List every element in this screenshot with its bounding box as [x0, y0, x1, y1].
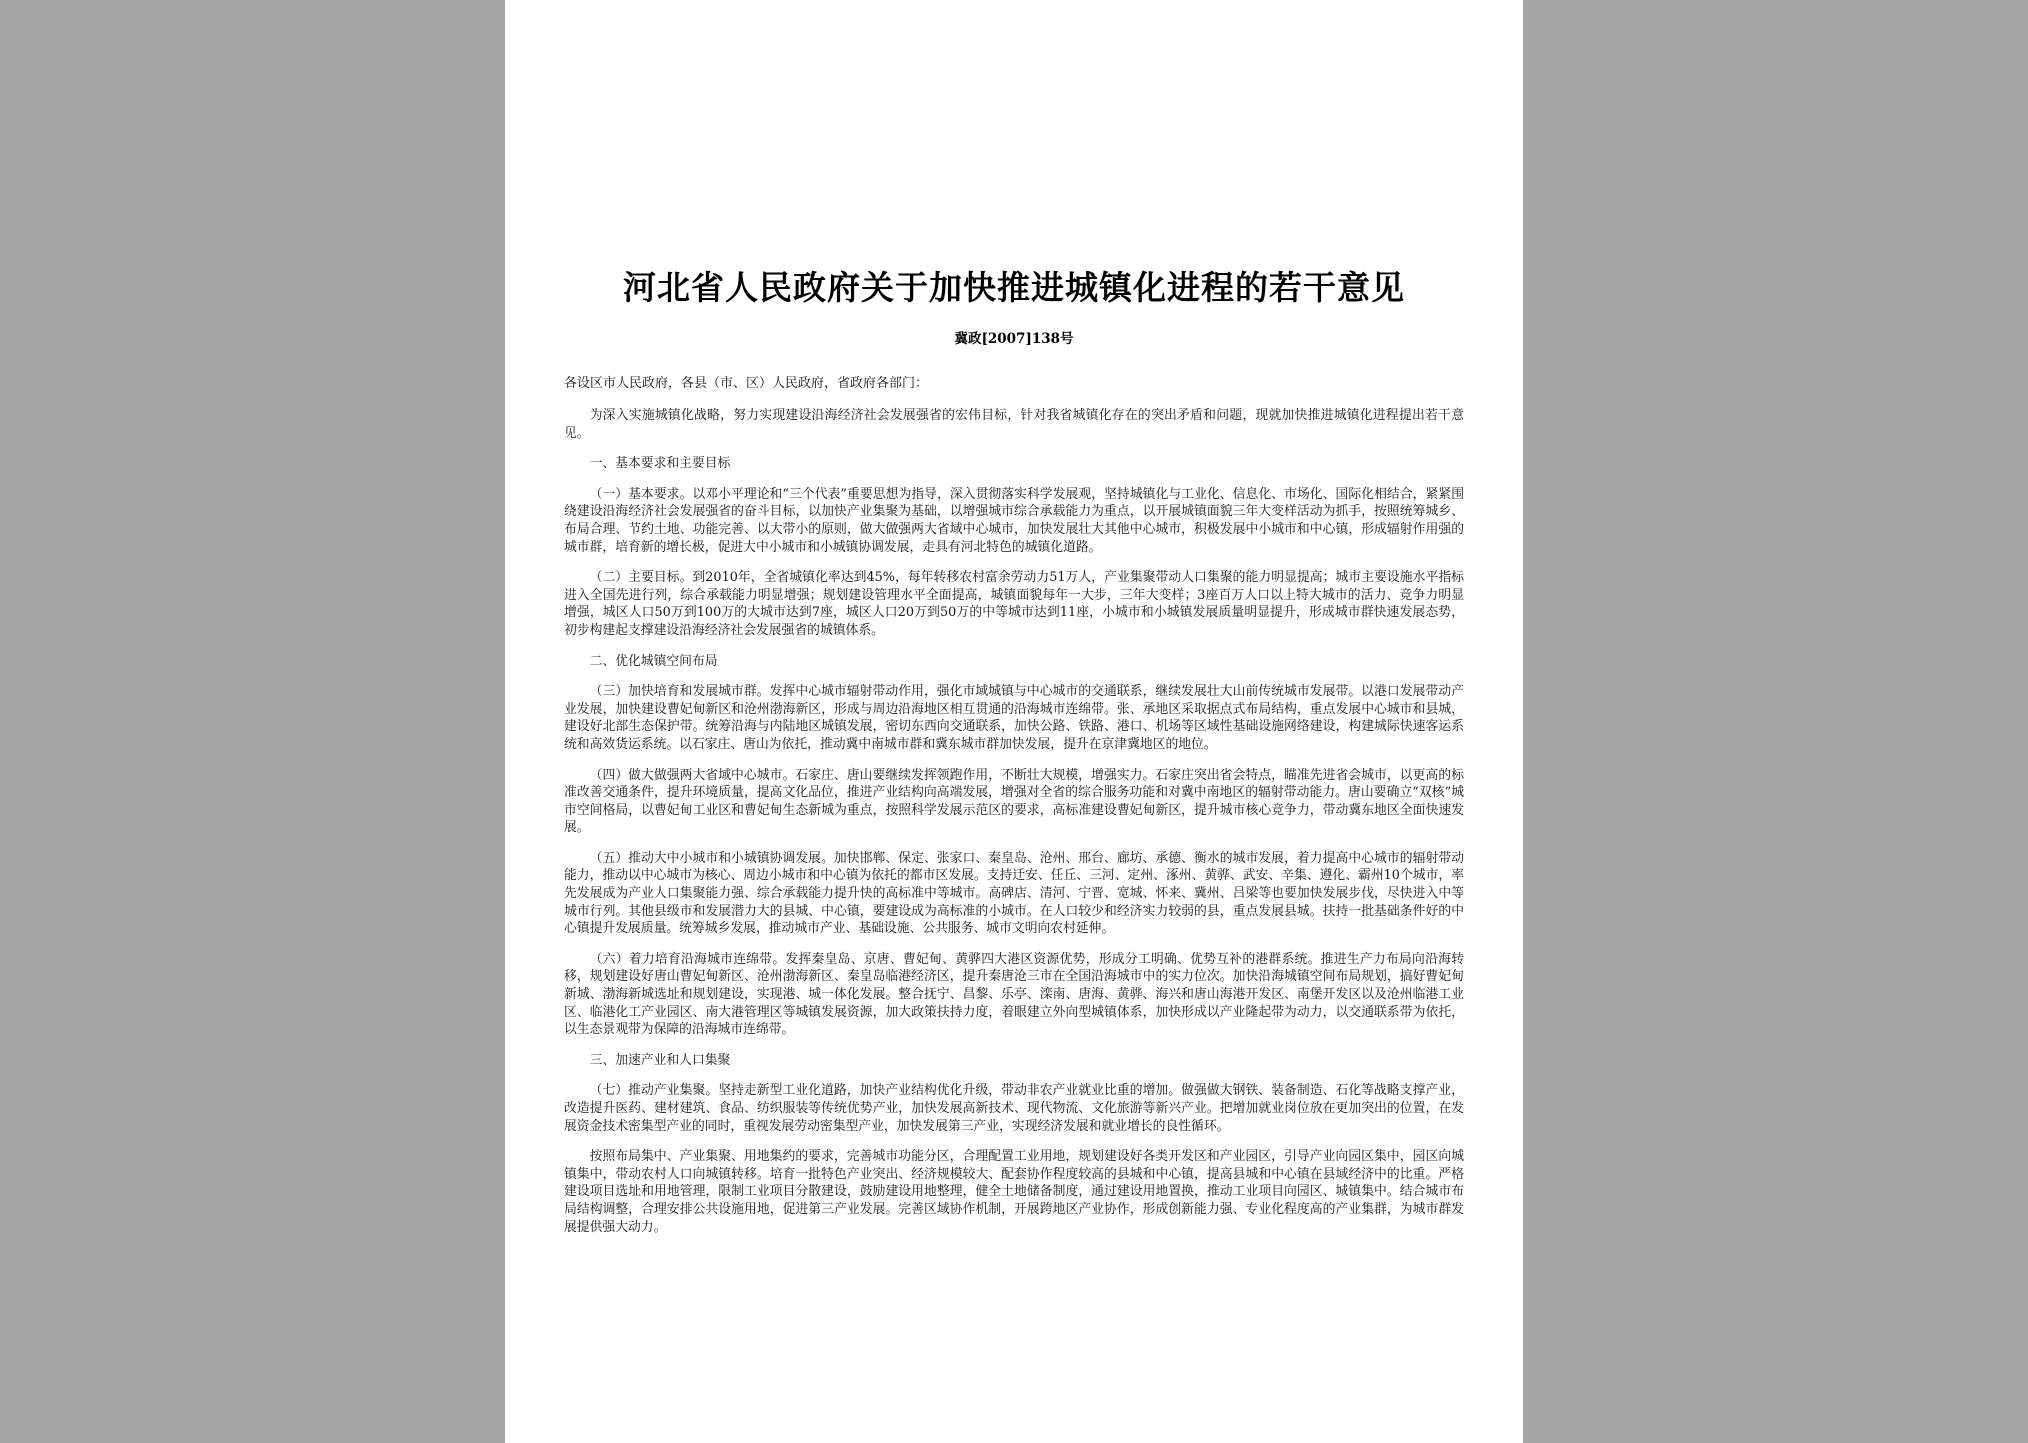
- paragraph-2-1: （三）加快培育和发展城市群。发挥中心城市辐射带动作用，强化市域城镇与中心城市的交通联系，继续发展壮大山前传统城市发展带。以港口发展带动产业发展，加快建设曹妃甸新区和沧州渤海新区，形成与周边沿海地区相互贯通的沿海城市连绵带。张、承地区采取据点式布局结构，重点发展中心城市和县城，建设好北部生态保护带。统筹沿海与内陆地区城镇发展，密切东西向交通联系，加快公路、铁路、港口、机场等区域性基础设施网络建设，构建城际快速客运系统和高效货运系统。以石家庄、唐山为依托，推动冀中南城市群和冀东城市群加快发展，提升在京津冀地区的地位。: [564, 684, 1464, 752]
- section-heading-2: 二、优化城镇空间布局: [589, 653, 718, 669]
- document-number: 冀政[2007]138号: [954, 331, 1074, 347]
- document-title: 河北省人民政府关于加快推进城镇化进程的若干意见: [623, 268, 1405, 307]
- document-page: [505, 0, 1523, 1443]
- paragraph-2-2: （四）做大做强两大省域中心城市。石家庄、唐山要继续发挥领跑作用，不断壮大规模，增强实力。石家庄突出省会特点，瞄准先进省会城市，以更高的标准改善交通条件，提升环境质量，提高文化品位，推进产业结构向高端发展，增强对全省的综合服务功能和对冀中南地区的辐射带动能力。唐山要确立“双核”城市空间格局，以曹妃甸工业区和曹妃甸生态新城为重点，按照科学发展示范区的要求，高标准建设曹妃甸新区，提升城市核心竞争力，带动冀东地区全面快速发展。: [564, 767, 1464, 836]
- document-body: [564, 407, 1464, 1236]
- paragraph-1-1: （一）基本要求。以邓小平理论和“三个代表”重要思想为指导，深入贯彻落实科学发展观，坚持城镇化与工业化、信息化、市场化、国际化相结合，紧紧围绕建设沿海经济社会发展强省的奋斗目标，以加快产业集聚为基础，以增强城市综合承载能力为重点，以开展城镇面貌三年大变样活动为抓手，按照统筹城乡、布局合理、节约土地、功能完善、以大带小的原则，做大做强两大省域中心城市，加快发展壮大其他中心城市，积极发展中小城市和中心镇，形成辐射作用强的城市群，培育新的增长极，促进大中小城市和小城镇协调发展，走具有河北特色的城镇化道路。: [564, 486, 1464, 555]
- paragraph-1-2: （二）主要目标。到2010年，全省城镇化率达到45%，每年转移农村富余劳动力51万人，产业集聚带动人口集聚的能力明显提高；城市主要设施水平指标进入全国先进行列，综合承载能力明显增强；规划建设管理水平全面提高，城镇面貌每年一大步，三年大变样；3座百万人口以上特大城市的活力、竞争力明显增强，城区人口50万到100万的大城市达到7座，城区人口20万到50万的中等城市达到11座，小城市和小城镇发展质量明显提升，形成城市群快速发展态势，初步构建起支撑建设沿海经济社会发展强省的城镇体系。: [564, 570, 1464, 638]
- paragraph-3-1: （七）推动产业集聚。坚持走新型工业化道路，加快产业结构优化升级，带动非农产业就业比重的增加。做强做大钢铁、装备制造、石化等战略支撑产业，改造提升医药、建材建筑、食品、纺织服装等传统优势产业，加快发展高新技术、现代物流、文化旅游等新兴产业。把增加就业岗位放在更加突出的位置，在发展资金技术密集型产业的同时，重视发展劳动密集型产业，加快发展第三产业，实现经济发展和就业增长的良性循环。: [564, 1083, 1464, 1134]
- section-heading-3: 三、加速产业和人口集聚: [589, 1052, 731, 1068]
- paragraph-2-3: （五）推动大中小城市和小城镇协调发展。加快邯郸、保定、张家口、秦皇岛、沧州、邢台、廊坊、承德、衡水的城市发展，着力提高中心城市的辐射带动能力，推动以中心城市为核心、周边小城市和中心镇为依托的都市区发展。支持迁安、任丘、三河、定州、涿州、黄骅、武安、辛集、遵化、霸州10个城市，率先发展成为产业人口集聚能力强、综合承载能力提升快的高标准中等城市。高碑店、清河、宁晋、宽城、怀来、冀州、吕梁等也要加快发展步伐，尽快进入中等城市行列。其他县级市和发展潜力大的县城、中心镇，要建设成为高标准的小城市。在人口较少和经济实力较弱的县，重点发展县城。扶持一批基础条件好的中心镇提升发展质量。统筹城乡发展，推动城市产业、基础设施、公共服务、城市文明向农村延伸。: [564, 850, 1464, 937]
- paragraph-3-2: 按照布局集中、产业集聚、用地集约的要求，完善城市功能分区，合理配置工业用地，规划建设好各类开发区和产业园区，引导产业向园区集中，园区向城镇集中，带动农村人口向城镇转移。培育一批特色产业突出、经济规模较大、配套协作程度较高的县城和中心镇，提高县城和中心镇在县域经济中的比重。严格建设项目选址和用地管理，限制工业项目分散建设，鼓励建设用地整理，健全土地储备制度，通过建设用地置换，推动工业项目向园区、城镇集中。结合城市布局结构调整，合理安排公共设施用地，促进第三产业发展。完善区域协作机制，开展跨地区产业协作，形成创新能力强、专业化程度高的产业集群，为城市群发展提供强大动力。: [564, 1149, 1464, 1235]
- addressee-line: 各设区市人民政府，各县（市、区）人民政府，省政府各部门：: [564, 376, 929, 391]
- paragraph-2-4: （六）着力培育沿海城市连绵带。发挥秦皇岛、京唐、曹妃甸、黄骅四大港区资源优势，形成分工明确、优势互补的港群系统。推进生产力布局向沿海转移，规划建设好唐山曹妃甸新区、沧州渤海新区、秦皇岛临港经济区，提升秦唐沧三市在全国沿海城市中的实力位次。加快沿海城镇空间布局规划，搞好曹妃甸新城、渤海新城选址和规划建设，实现港、城一体化发展。整合抚宁、昌黎、乐亭、滦南、唐海、黄骅、海兴和唐山海港开发区、南堡开发区以及沧州临港工业区、临港化工产业园区、南大港管理区等城镇发展资源，加大政策扶持力度，着眼建立外向型城镇体系，加快形成以产业隆起带为动力，以交通联系带为依托，以生态景观带为保障的沿海城市连绵带。: [564, 951, 1464, 1038]
- intro-paragraph: 为深入实施城镇化战略，努力实现建设沿海经济社会发展强省的宏伟目标，针对我省城镇化存在的突出矛盾和问题，现就加快推进城镇化进程提出若干意见。: [564, 408, 1464, 441]
- section-heading-1: 一、基本要求和主要目标: [589, 456, 731, 472]
